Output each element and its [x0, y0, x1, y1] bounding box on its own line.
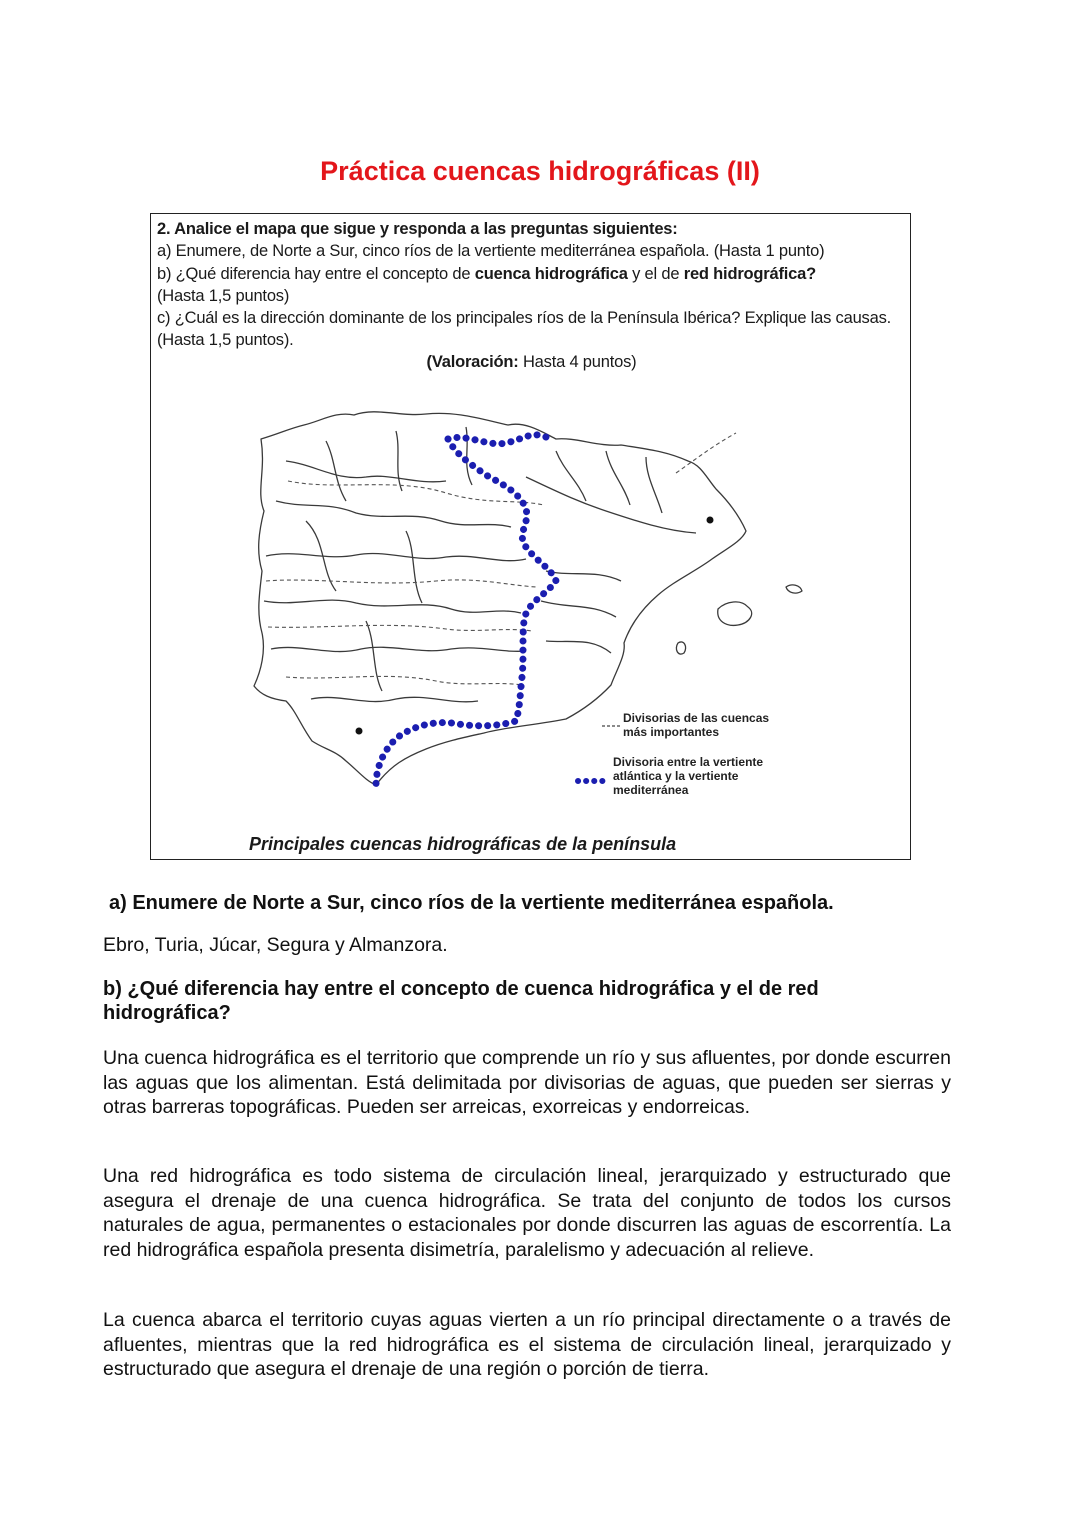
exercise-heading: 2. Analice el mapa que sigue y responda a las preguntas siguientes: — [157, 220, 678, 238]
exercise-question-b-points: (Hasta 1,5 puntos) — [157, 286, 290, 305]
atlantic-mediterranean-divide — [376, 435, 556, 785]
river — [271, 647, 526, 651]
page-title: Práctica cuencas hidrográficas (II) — [320, 156, 760, 186]
river — [306, 521, 422, 691]
question-a-title: a) Enumere de Norte a Sur, cinco ríos de la vertiente mediterránea española. — [109, 892, 834, 914]
basin-divide-dashed — [286, 676, 522, 685]
answer-b-paragraph-1: Una cuenca hidrográfica es el territorio que comprende un río y sus afluentes, por donde escurren las aguas que los alimentan. Está delimitada por divisorias de aguas, que pueden ser sierras y otras barreras topográficas. Pueden ser arreicas, exorreicas y endorreicas. — [103, 1047, 951, 1118]
river — [556, 451, 662, 513]
island-mallorca — [718, 602, 752, 625]
river — [286, 461, 446, 482]
basin-divide-dashed — [676, 433, 736, 473]
basin-divide-dashed — [268, 625, 532, 631]
exercise-statement — [157, 218, 911, 352]
river — [526, 477, 696, 533]
exercise-question-a: a) Enumere, de Norte a Sur, cinco ríos de la vertiente mediterránea española. (Hasta 1 punto) — [157, 242, 825, 261]
river — [311, 697, 478, 702]
answer-b-paragraph-2: Una red hidrográfica es todo sistema de circulación lineal, jerarquizado y estructurado que asegura el drenaje de una cuenca hidrográfica. Se trata del conjunto de todos los cursos naturales de agua, permanentes o estacionales por donde discurren las aguas de escorrentía. La red hidrográfica española presenta disimetría, paralelismo y adecuación al relieve. — [103, 1165, 951, 1261]
river — [276, 501, 511, 527]
exercise-box — [150, 213, 911, 860]
exercise-question-c: c) ¿Cuál es la dirección dominante de los principales ríos de la Península Ibérica? Explique las causas. — [157, 309, 892, 328]
river — [541, 571, 621, 653]
city-dot — [356, 728, 363, 735]
map-caption: Principales cuencas hidrográficas de la península — [249, 834, 677, 854]
river — [264, 600, 521, 613]
answer-b-paragraph-3: La cuenca abarca el territorio cuyas aguas vierten a un río principal directamente o a través de afluentes, mientras que la red hidrográfica es el sistema de circulación lineal, jerarquizado y estructurado que asegura el drenaje de una región o porción de tierra. — [103, 1309, 951, 1380]
city-dot — [707, 517, 714, 524]
island-ibiza — [676, 642, 685, 654]
island-menorca — [786, 585, 802, 593]
legend-divisorias: Divisorias de las cuencas más importantes — [623, 711, 770, 739]
legend-vertiente: Divisoria entre la vertiente atlántica y la vertiente mediterránea — [613, 755, 764, 797]
river — [266, 553, 526, 560]
answer-a: Ebro, Turia, Júcar, Segura y Almanzora. — [103, 934, 448, 956]
basin-divide-dashed — [266, 580, 536, 587]
question-b-title: b) ¿Qué diferencia hay entre el concepto de cuenca hidrográfica y el de red hidrográfica? — [103, 978, 819, 1024]
valoracion: (Valoración: Hasta 4 puntos) — [426, 353, 637, 371]
exercise-question-c-points: (Hasta 1,5 puntos). — [157, 331, 294, 350]
exercise-question-b: b) ¿Qué diferencia hay entre el concepto de cuenca hidrográfica y el de red hidrográfica? — [157, 264, 817, 283]
